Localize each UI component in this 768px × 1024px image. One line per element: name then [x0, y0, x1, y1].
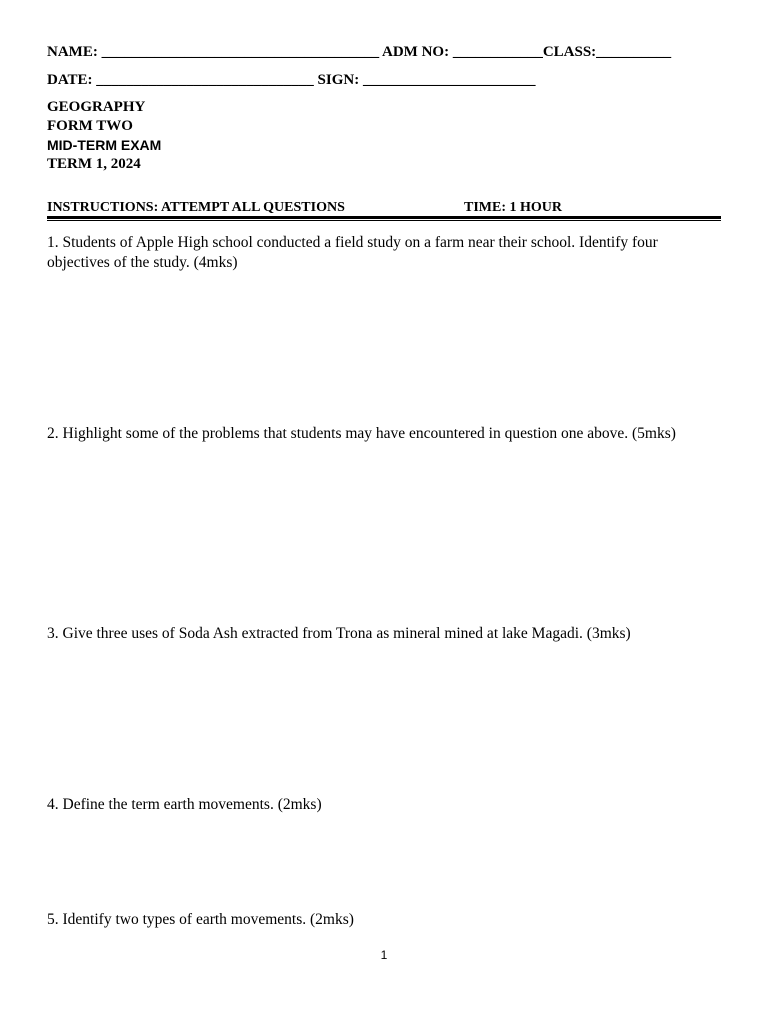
question-2: 2. Highlight some of the problems that students may have encountered in question one above. (5mks): [47, 425, 676, 442]
date-sign-line: DATE: _____________________________ SIGN: _______________________: [47, 72, 536, 88]
exam-type: MID-TERM EXAM: [47, 137, 162, 153]
form-level: FORM TWO: [47, 118, 133, 134]
question-3: 3. Give three uses of Soda Ash extracted from Trona as mineral mined at lake Magadi. (3mks): [47, 625, 631, 642]
name-adm-class-line: NAME: _____________________________________ ADM NO: ____________CLASS:__________: [47, 44, 672, 60]
question-5: 5. Identify two types of earth movements. (2mks): [47, 911, 354, 928]
header-rule-thin: [47, 220, 721, 221]
question-4: 4. Define the term earth movements. (2mks): [47, 796, 322, 813]
subject-title: GEOGRAPHY: [47, 99, 146, 115]
instructions-text: INSTRUCTIONS: ATTEMPT ALL QUESTIONS: [47, 200, 345, 215]
header-rule-thick: [47, 216, 721, 219]
exam-term: TERM 1, 2024: [47, 156, 141, 172]
time-allowed: TIME: 1 HOUR: [464, 200, 562, 215]
page-number: 1: [380, 948, 388, 962]
question-1: 1. Students of Apple High school conducted a field study on a farm near their school. Identify four objectives of the study. (4mks): [47, 234, 658, 271]
